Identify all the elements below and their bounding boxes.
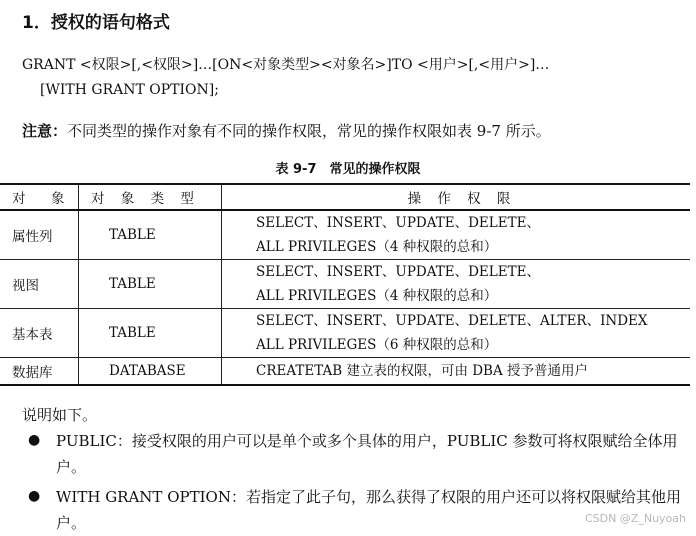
section-heading: 1．授权的语句格式 (22, 13, 170, 33)
bullet-text: PUBLIC：接受权限的用户可以是单个或多个具体的用户，PUBLIC 参数可将权限赋给全体用户。 (56, 432, 678, 476)
bullet-text: WITH GRANT OPTION：若指定了此子句，那么获得了权限的用户还可以将权限赋给其他用户。 (56, 488, 681, 532)
permissions-table (0, 183, 690, 386)
header-object: 对 象 (0, 184, 79, 210)
note-paragraph (22, 120, 551, 141)
note-text: 不同类型的操作对象有不同的操作权限，常见的操作权限如表 9-7 所示。 (67, 122, 551, 140)
cell-object: 数据库 (0, 358, 79, 386)
perm-line: SELECT、INSERT、UPDATE、DELETE、ALTER、INDEX (256, 313, 648, 329)
perm-line: SELECT、INSERT、UPDATE、DELETE、 (256, 264, 540, 280)
syntax-line-1: GRANT <权限>[,<权限>]…[ON<对象类型><对象名>]TO <用户>[,<用户>]… (22, 57, 550, 73)
cell-type: TABLE (79, 309, 222, 358)
bullet-icon: ● (28, 488, 41, 504)
cell-object: 基本表 (0, 309, 79, 358)
perm-line: SELECT、INSERT、UPDATE、DELETE、 (256, 215, 540, 231)
table-caption: 表 9-7 常见的操作权限 (275, 162, 421, 177)
bullet-icon: ● (28, 432, 41, 448)
perm-line: ALL PRIVILEGES（4 种权限的总和） (256, 288, 498, 304)
cell-object: 属性列 (0, 210, 79, 260)
table-row (0, 358, 690, 386)
cell-type: TABLE (79, 210, 222, 260)
description-text: 说明如下。 (22, 406, 98, 424)
note-label: 注意： (22, 122, 68, 140)
cell-permissions (222, 210, 691, 260)
table-header-row (0, 184, 690, 210)
table-row (0, 260, 690, 309)
cell-type: TABLE (79, 260, 222, 309)
header-permissions: 操 作 权 限 (222, 184, 691, 210)
cell-object: 视图 (0, 260, 79, 309)
cell-permissions (222, 309, 691, 358)
cell-permissions (222, 260, 691, 309)
table-row (0, 309, 690, 358)
cell-permissions: CREATETAB 建立表的权限，可由 DBA 授予普通用户 (222, 358, 691, 386)
header-object-type: 对 象 类 型 (79, 184, 222, 210)
perm-line: ALL PRIVILEGES（4 种权限的总和） (256, 239, 498, 255)
perm-line: ALL PRIVILEGES（6 种权限的总和） (256, 337, 498, 353)
syntax-line-2: [WITH GRANT OPTION]; (40, 82, 219, 98)
cell-type: DATABASE (79, 358, 222, 386)
table-row (0, 210, 690, 260)
watermark: CSDN @Z_Nuyoah (584, 512, 686, 525)
